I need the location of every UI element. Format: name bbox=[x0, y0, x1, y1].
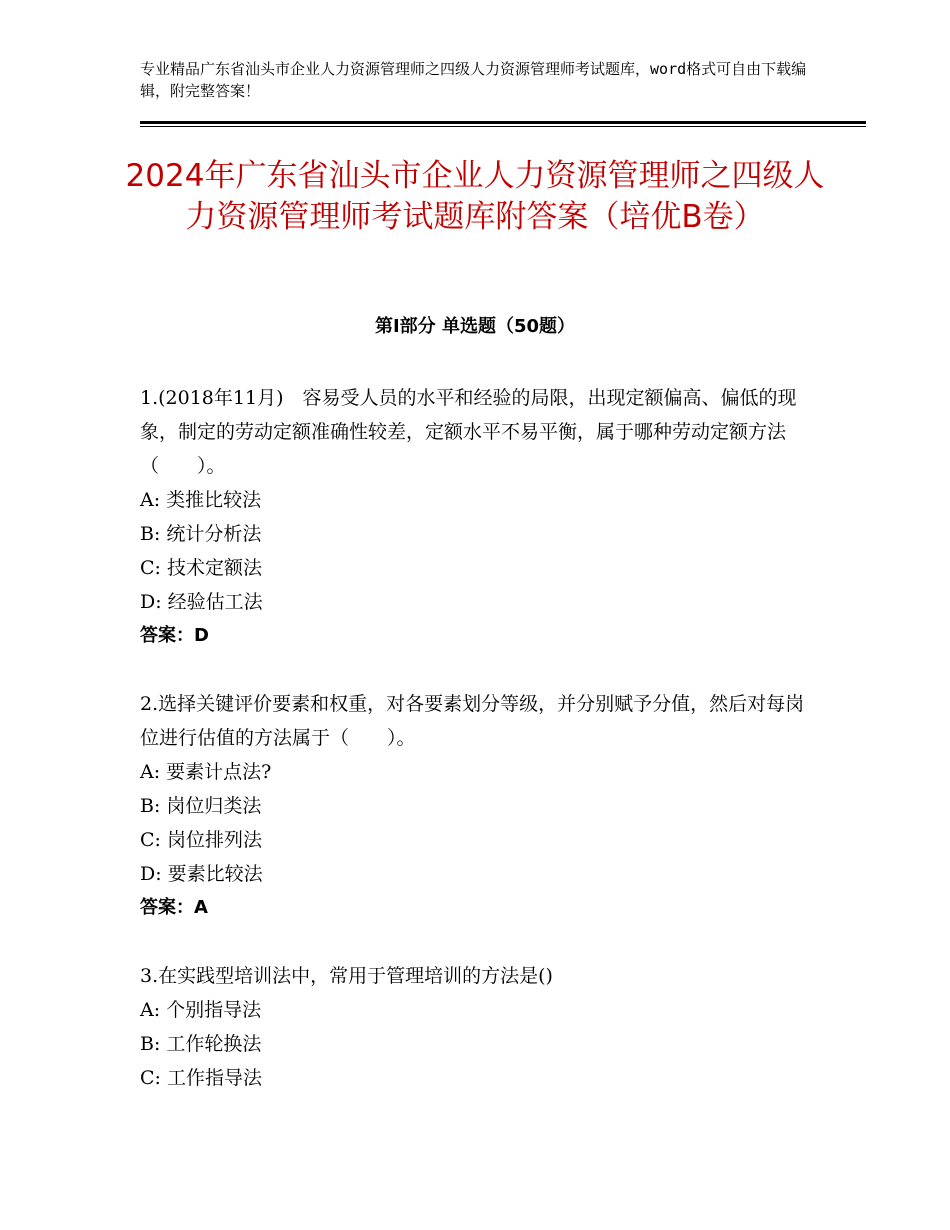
option-c: C: 岗位排列法 bbox=[140, 829, 262, 851]
answer: 答案：A bbox=[140, 897, 208, 918]
option-a: A: 类推比较法 bbox=[140, 489, 262, 511]
option-b: B: 统计分析法 bbox=[140, 523, 262, 545]
option-c: C: 工作指导法 bbox=[140, 1067, 262, 1089]
question-1 bbox=[140, 381, 810, 653]
option-b: B: 岗位归类法 bbox=[140, 795, 262, 817]
option-d: D: 经验估工法 bbox=[140, 591, 263, 613]
option-c: C: 技术定额法 bbox=[140, 557, 262, 579]
question-stem: 3.在实践型培训法中，常用于管理培训的方法是() bbox=[140, 965, 553, 987]
header-rule-thick bbox=[140, 121, 866, 124]
section-title: 第Ⅰ部分 单选题（50题） bbox=[374, 316, 575, 337]
header-note: 专业精品广东省汕头市企业人力资源管理师之四级人力资源管理师考试题库，word格式可自由下载编辑，附完整答案！ bbox=[140, 60, 807, 100]
question-stem: 2.选择关键评价要素和权重，对各要素划分等级，并分别赋予分值，然后对每岗位进行估值的方法属于（ ）。 bbox=[140, 693, 805, 749]
question-list bbox=[140, 381, 810, 1129]
option-d: D: 要素比较法 bbox=[140, 863, 263, 885]
option-a: A: 要素计点法? bbox=[140, 761, 272, 783]
document-title: 2024年广东省汕头市企业人力资源管理师之四级人力资源管理师考试题库附答案（培优B卷） bbox=[125, 158, 825, 235]
option-a: A: 个别指导法 bbox=[140, 999, 262, 1021]
option-b: B: 工作轮换法 bbox=[140, 1033, 262, 1055]
question-2 bbox=[140, 687, 810, 925]
question-3 bbox=[140, 959, 810, 1095]
header-rule-thin bbox=[140, 126, 866, 127]
question-stem: 1.(2018年11月) 容易受人员的水平和经验的局限，出现定额偏高、偏低的现象，制定的劳动定额准确性较差，定额水平不易平衡，属于哪种劳动定额方法（ ）。 bbox=[140, 387, 797, 477]
answer: 答案：D bbox=[140, 625, 209, 646]
